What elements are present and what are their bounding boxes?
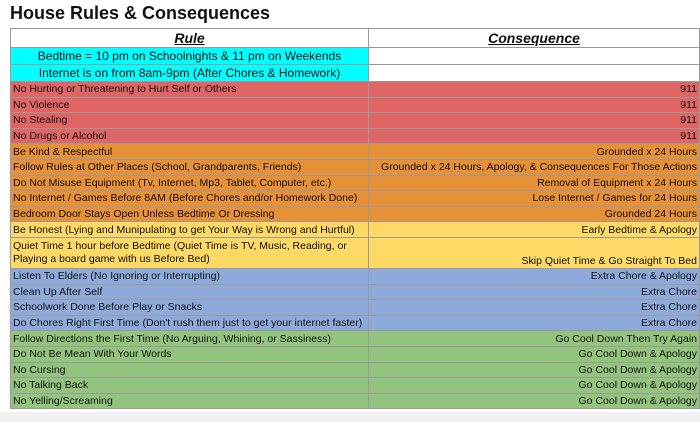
consequence-cell[interactable]: Go Cool Down Then Try Again	[369, 331, 700, 347]
rule-cell[interactable]: Do Chores Right First Time (Don't rush them just to get your internet faster)	[11, 315, 369, 331]
rule-row	[11, 144, 700, 160]
rule-row	[11, 284, 700, 300]
rule-cell[interactable]: No Violence	[11, 97, 369, 113]
consequence-cell[interactable]: Early Bedtime & Apology	[369, 222, 700, 238]
rule-cell[interactable]: Quiet Time 1 hour before Bedtime (Quiet Time is TV, Music, Reading, or Playing a board game with us Before Bed)	[11, 237, 369, 268]
consequence-cell[interactable]: 911	[369, 97, 700, 113]
consequence-cell[interactable]: Go Cool Down & Apology	[369, 393, 700, 409]
consequence-cell[interactable]: Extra Chore	[369, 315, 700, 331]
rule-row	[11, 237, 700, 268]
sheet-title: House Rules & Consequences	[10, 3, 271, 23]
bedtime-info-cell[interactable]: Bedtime = 10 pm on Schoolnights & 11 pm on Weekends	[11, 48, 369, 65]
consequence-cell[interactable]: Grounded 24 Hours	[369, 206, 700, 222]
rule-row	[11, 97, 700, 113]
rule-row	[11, 300, 700, 316]
empty-cell[interactable]	[369, 48, 700, 65]
consequence-header[interactable]: Consequence	[369, 29, 700, 48]
bedtime-row	[11, 48, 700, 65]
rule-cell[interactable]: Bedroom Door Stays Open Unless Bedtime Or Dressing	[11, 206, 369, 222]
consequence-cell[interactable]: Grounded x 24 Hours, Apology, & Consequences For Those Actions	[369, 159, 700, 175]
rule-row	[11, 315, 700, 331]
rule-row	[11, 268, 700, 284]
rule-row	[11, 222, 700, 238]
consequence-cell[interactable]: Extra Chore	[369, 300, 700, 316]
consequence-cell[interactable]: 911	[369, 128, 700, 144]
rule-row	[11, 362, 700, 378]
rule-row	[11, 159, 700, 175]
consequence-cell[interactable]: Extra Chore & Apology	[369, 268, 700, 284]
rule-cell[interactable]: No Talking Back	[11, 378, 369, 394]
consequence-cell[interactable]: Grounded x 24 Hours	[369, 144, 700, 160]
consequence-cell[interactable]: Removal of Equipment x 24 Hours	[369, 175, 700, 191]
rule-header[interactable]: Rule	[11, 29, 369, 48]
empty-cell[interactable]	[369, 65, 700, 82]
rule-cell[interactable]: Do Not Misuse Equipment (Tv, Internet, Mp3, Tablet, Computer, etc.)	[11, 175, 369, 191]
internet-info-cell[interactable]: Internet is on from 8am-9pm (After Chores & Homework)	[11, 65, 369, 82]
rule-cell[interactable]: Schoolwork Done Before Play or Snacks	[11, 300, 369, 316]
internet-row	[11, 65, 700, 82]
rule-cell[interactable]: Be Kind & Respectful	[11, 144, 369, 160]
rule-cell[interactable]: No Drugs or Alcohol	[11, 128, 369, 144]
rule-cell[interactable]: Follow Rules at Other Places (School, Grandparents, Friends)	[11, 159, 369, 175]
consequence-cell[interactable]: Skip Quiet Time & Go Straight To Bed	[369, 237, 700, 268]
rule-cell[interactable]: No Yelling/Screaming	[11, 393, 369, 409]
sheet-bottom-strip	[0, 412, 700, 422]
rule-cell[interactable]: No Cursing	[11, 362, 369, 378]
rules-table	[10, 28, 700, 409]
rule-row	[11, 206, 700, 222]
rule-row	[11, 191, 700, 207]
rule-row	[11, 393, 700, 409]
rule-cell[interactable]: Listen To Elders (No Ignoring or Interrupting)	[11, 268, 369, 284]
consequence-cell[interactable]: Go Cool Down & Apology	[369, 362, 700, 378]
header-row	[11, 29, 700, 48]
rule-cell[interactable]: No Hurting or Threatening to Hurt Self or Others	[11, 82, 369, 98]
rule-cell[interactable]: No Stealing	[11, 113, 369, 129]
rule-cell[interactable]: No Internet / Games Before 8AM (Before Chores and/or Homework Done)	[11, 191, 369, 207]
rule-row	[11, 82, 700, 98]
rule-cell[interactable]: Be Honest (Lying and Munipulating to get Your Way is Wrong and Hurtful)	[11, 222, 369, 238]
rule-row	[11, 128, 700, 144]
rule-cell[interactable]: Clean Up After Self	[11, 284, 369, 300]
rule-row	[11, 346, 700, 362]
rule-row	[11, 175, 700, 191]
rule-row	[11, 331, 700, 347]
rule-cell[interactable]: Do Not Be Mean With Your Words	[11, 346, 369, 362]
rule-row	[11, 113, 700, 129]
consequence-cell[interactable]: Extra Chore	[369, 284, 700, 300]
rule-cell[interactable]: Follow Directions the First Time (No Arguing, Whining, or Sassiness)	[11, 331, 369, 347]
consequence-cell[interactable]: 911	[369, 82, 700, 98]
consequence-cell[interactable]: Lose Internet / Games for 24 Hours	[369, 191, 700, 207]
rule-row	[11, 378, 700, 394]
consequence-cell[interactable]: Go Cool Down & Apology	[369, 378, 700, 394]
consequence-cell[interactable]: 911	[369, 113, 700, 129]
consequence-cell[interactable]: Go Cool Down & Apology	[369, 346, 700, 362]
